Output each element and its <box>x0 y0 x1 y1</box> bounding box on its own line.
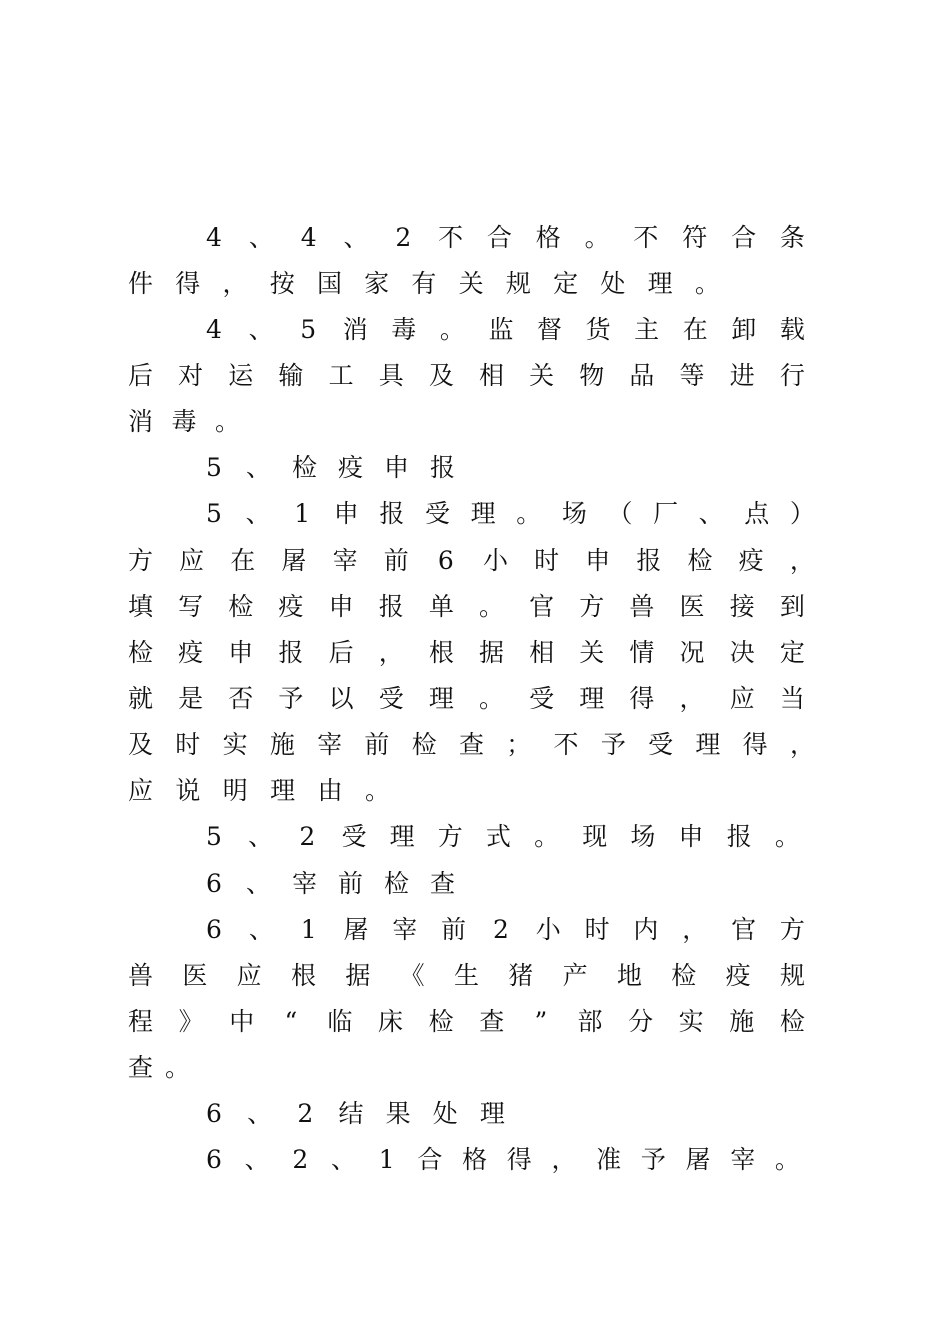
text-line: 就 是 否 予 以 受 理 。 受 理 得 ， 应 当 <box>128 684 805 713</box>
text-line: 5 、 1 申 报 受 理 。 场 （ 厂 、 点 ） <box>206 499 815 528</box>
section-heading: 5 、 检 疫 申 报 <box>206 453 455 482</box>
text-line: 程 》 中 “ 临 床 检 查 ” 部 分 实 施 检 <box>128 1007 805 1036</box>
text-line: 及 时 实 施 宰 前 检 查 ； 不 予 受 理 得 ， <box>128 730 815 759</box>
text-line: 4 、 4 、 2 不 合 格 。 不 符 合 条 <box>206 223 805 252</box>
text-line: 5 、 2 受 理 方 式 。 现 场 申 报 。 <box>206 822 800 851</box>
text-line: 检 疫 申 报 后 ， 根 据 相 关 情 况 决 定 <box>128 638 805 667</box>
section-heading: 6 、 2 结 果 处 理 <box>206 1099 505 1128</box>
text-line: 件 得 ， 按 国 家 有 关 规 定 处 理 。 <box>128 269 720 298</box>
text-line: 6 、 2 、 1 合 格 得 ， 准 予 屠 宰 。 <box>206 1145 800 1174</box>
text-line: 兽 医 应 根 据 《 生 猪 产 地 检 疫 规 <box>128 961 805 990</box>
text-line: 后 对 运 输 工 具 及 相 关 物 品 等 进 行 <box>128 361 805 390</box>
text-line: 6 、 1 屠 宰 前 2 小 时 内 ， 官 方 <box>206 915 805 944</box>
text-line: 查 。 <box>128 1053 190 1082</box>
text-line: 消 毒 。 <box>128 407 240 436</box>
text-line: 4 、 5 消 毒 。 监 督 货 主 在 卸 载 <box>206 315 805 344</box>
text-line: 填 写 检 疫 申 报 单 。 官 方 兽 医 接 到 <box>128 592 805 621</box>
text-line: 方 应 在 屠 宰 前 6 小 时 申 报 检 疫 ， <box>128 546 815 575</box>
section-heading: 6 、 宰 前 检 查 <box>206 869 455 898</box>
text-line: 应 说 明 理 由 。 <box>128 776 390 805</box>
